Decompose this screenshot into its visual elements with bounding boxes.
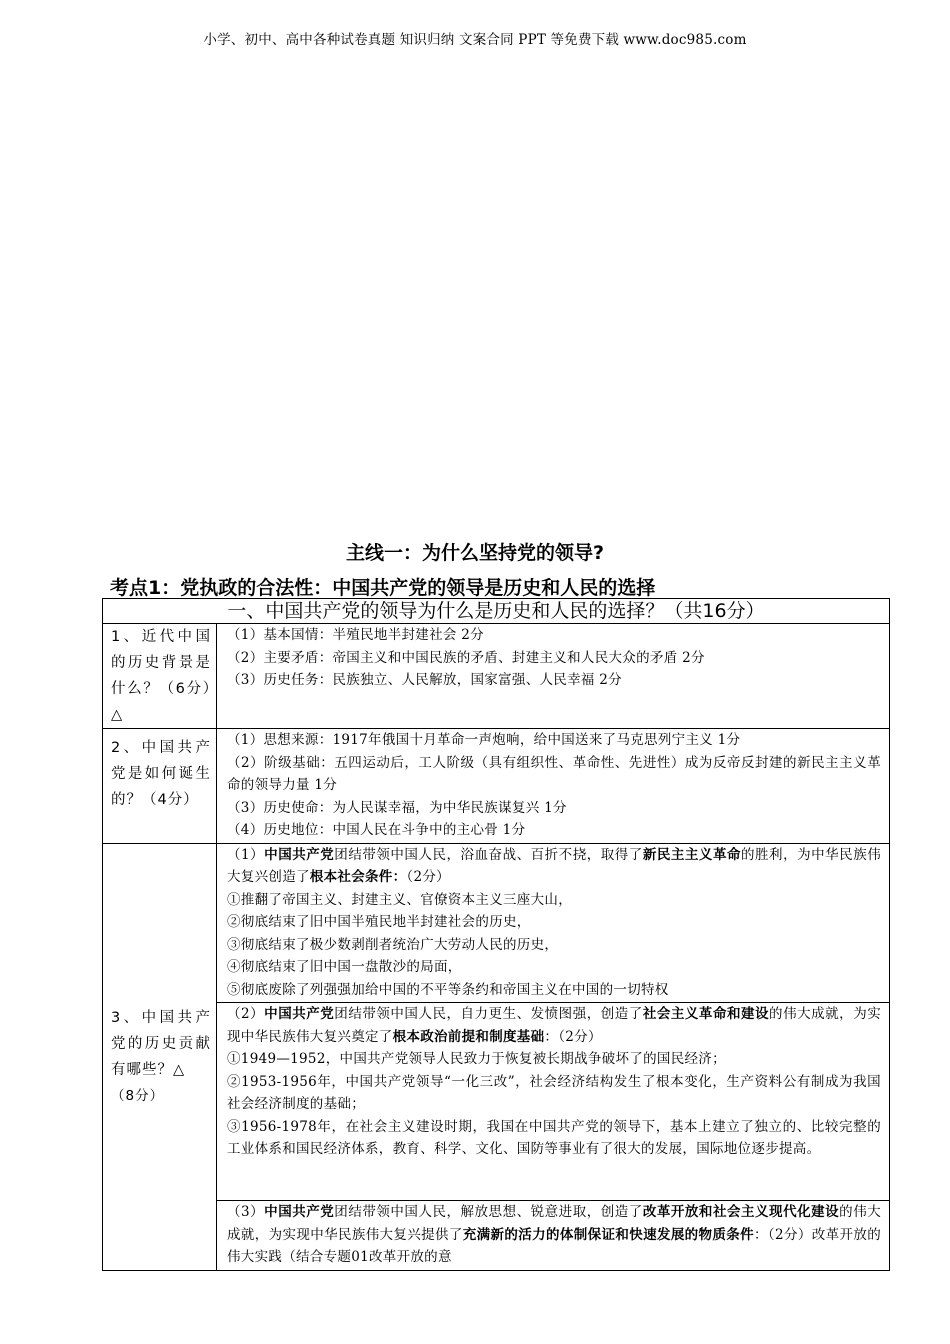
table-row [103,624,890,729]
answer-item: ②彻底结束了旧中国半殖民地半封建社会的历史， [227,914,531,930]
question-cell: 1、近代中国的历史背景是什么？（6分）△ [103,624,217,729]
knowledge-table [102,598,890,1271]
answer-item: ③1956-1978年，在社会主义建设时期，我国在中国共产党的领导下，基本上建立了独立的、比较完整的工业体系和国民经济体系，教育、科学、文化、国防等事业有了很大的发展，国际地位逐步提高。 [227,1118,881,1157]
answer-item: ②1953-1956年，中国共产党领导“一化三改”，社会经济结构发生了根本变化，生产资料公有制成为我国社会经济制度的基础； [227,1073,881,1112]
answer-line: （2）主要矛盾：帝国主义和中国民族的矛盾、封建主义和人民大众的矛盾 2分 [227,649,705,666]
answer-cell [217,843,890,1003]
answer-paragraph: （3）中国共产党团结带领中国人民，解放思想、锐意进取，创造了改革开放和社会主义现代化建设的伟大成就，为实现中华民族伟大复兴提供了充满新的活力的体制保证和快速发展的物质条件：（2分）改革开放的伟大实践（结合专题01改革开放的意 [227,1204,882,1265]
answer-paragraph: （1）中国共产党团结带领中国人民，浴血奋战、百折不挠，取得了新民主主义革命的胜利，为中华民族伟大复兴创造了根本社会条件：（2分） [227,846,882,885]
page-title: 主线一：为什么坚持党的领导? [345,542,605,564]
answer-item: ③彻底结束了极少数剥削者统治广大劳动人民的历史， [227,936,559,953]
answer-line: （4）历史地位：中国人民在斗争中的主心骨 1分 [227,822,526,838]
section-header-row [103,599,890,624]
answer-line: （3）历史使命：为人民谋幸福，为中华民族谋复兴 1分 [227,799,567,816]
answer-cell [217,624,890,729]
section-heading: 一、中国共产党的领导为什么是历史和人民的选择？（共16分） [103,599,890,624]
table-row [103,843,890,1003]
question-score: （8分） [111,1087,165,1104]
table-row [103,1201,890,1271]
answer-cell [217,1003,890,1201]
answer-item: ④彻底结束了旧中国一盘散沙的局面， [227,959,462,975]
answer-line: （2）阶级基础：五四运动后，工人阶级（具有组织性、革命性、先进性）成为反帝反封建的新民主主义革命的领导力量 1分 [227,754,881,793]
answer-line: （1）思想来源：1917年俄国十月革命一声炮响，给中国送来了马克思列宁主义 1分 [227,732,741,748]
answer-paragraph: （2）中国共产党团结带领中国人民，自力更生、发愤图强，创造了社会主义革命和建设的伟大成就，为实现中华民族伟大复兴奠定了根本政治前提和制度基础：（2分） [227,1006,882,1045]
answer-item: ①推翻了帝国主义、封建主义、官僚资本主义三座大山， [227,891,572,908]
question-text: 3、中国共产党的历史贡献有哪些？△ [111,1009,211,1078]
answer-cell [217,729,890,844]
answer-item: ①1949—1952，中国共产党领导人民致力于恢复被长期战争破坏了的国民经济； [227,1051,726,1067]
exam-point-heading: 考点1：党执政的合法性：中国共产党的领导是历史和人民的选择 [110,577,656,599]
table-row [103,729,890,844]
answer-line: （3）历史任务：民族独立、人民解放，国家富强、人民幸福 2分 [227,672,622,688]
table-row [103,1003,890,1201]
answer-line: （1）基本国情：半殖民地半封建社会 2分 [227,627,484,643]
question-cell [103,843,217,1270]
page-header-banner: 小学、初中、高中各种试卷真题 知识归纳 文案合同 PPT 等免费下载 www.doc985.com [203,32,747,48]
question-cell: 2、中国共产党是如何诞生的？（4分） [103,729,217,844]
answer-cell [217,1201,890,1271]
answer-item: ⑤彻底废除了列强强加给中国的不平等条约和帝国主义在中国的一切特权 [227,981,669,998]
